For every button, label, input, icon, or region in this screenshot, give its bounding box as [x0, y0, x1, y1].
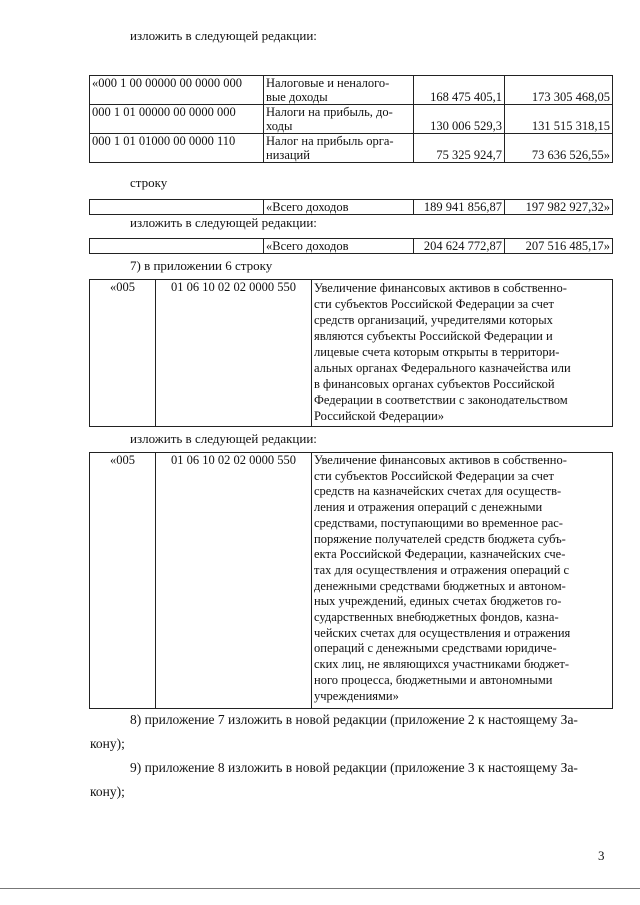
- value-cell: 197 982 927,32»: [505, 200, 613, 215]
- name-cell: Налоги на прибыль, до- ходы: [264, 105, 414, 134]
- value-cell: 189 941 856,87: [414, 200, 505, 215]
- table-row: [90, 134, 613, 163]
- table-row: [90, 105, 613, 134]
- instruction-line: изложить в следующей редакции:: [130, 215, 317, 230]
- code-cell: 000 1 01 01000 00 0000 110: [90, 134, 264, 163]
- table-row: [90, 280, 613, 427]
- code-cell: «000 1 00 00000 00 0000 000: [90, 76, 264, 105]
- income-table: [89, 75, 613, 163]
- source-code-cell: 01 06 10 02 02 0000 550: [156, 280, 312, 427]
- source-name-cell: Увеличение финансовых активов в собственно- сти субъектов Российской Федерации за счет средств на казначейских счетах для осуществ- ления и отражения операций с денежными средствами, поступающими во временное рас- поряжение получателей средств бюджета субъ- екта Российской Федерации, казначейских сче- тах для осуществления и отражения операций с денежными средствами бюджетных и автоном- ных учреждений, единых счетах бюджетов го- сударственных внебюджетных фондов, казна- чейских счетах для осуществления и отражения операций с денежными средствами юридиче- ских лиц, не являющихся участниками бюджет- ного процесса, бюджетными и автономными учреждениями»: [312, 453, 613, 709]
- empty-cell: [90, 239, 264, 254]
- value-cell: 73 636 526,55»: [505, 134, 613, 163]
- value-cell: 204 624 772,87: [414, 239, 505, 254]
- name-cell: «Всего доходов: [264, 239, 414, 254]
- sources-new-table: [89, 452, 613, 709]
- instruction-line: изложить в следующей редакции:: [130, 431, 317, 446]
- name-cell: Налоговые и неналого- вые доходы: [264, 76, 414, 105]
- footer-divider: [0, 888, 640, 889]
- value-cell: 207 516 485,17»: [505, 239, 613, 254]
- code-cell: 000 1 01 00000 00 0000 000: [90, 105, 264, 134]
- table-row: [90, 76, 613, 105]
- table-row: [90, 239, 613, 254]
- source-code-cell: 01 06 10 02 02 0000 550: [156, 453, 312, 709]
- name-cell: Налог на прибыль орга- низаций: [264, 134, 414, 163]
- paragraph-item-9: 9) приложение 8 изложить в новой редакции (приложение 3 к настоящему За- кону);: [90, 760, 578, 799]
- sources-old-table: [89, 279, 613, 427]
- total-new-table: [89, 238, 613, 254]
- paragraph-item-8: 8) приложение 7 изложить в новой редакции (приложение 2 к настоящему За- кону);: [90, 712, 578, 751]
- value-cell: 168 475 405,1: [414, 76, 505, 105]
- instruction-line: изложить в следующей редакции:: [130, 28, 317, 43]
- value-cell: 131 515 318,15: [505, 105, 613, 134]
- admin-code-cell: «005: [90, 280, 156, 427]
- admin-code-cell: «005: [90, 453, 156, 709]
- source-name-cell: Увеличение финансовых активов в собственно- сти субъектов Российской Федерации за счет средств организаций, учредителями которых являются субъекты Российской Федерации и лицевые счета которым открыты в территори- альных органах Федерального казначейства или в финансовых органах субъектов Российской Федерации в соответствии с законодательством Российской Федерации»: [312, 280, 613, 427]
- page-number: 3: [598, 848, 605, 863]
- value-cell: 130 006 529,3: [414, 105, 505, 134]
- total-old-table: [89, 199, 613, 215]
- empty-cell: [90, 200, 264, 215]
- instruction-line: строку: [130, 175, 168, 190]
- name-cell: «Всего доходов: [264, 200, 414, 215]
- value-cell: 173 305 468,05: [505, 76, 613, 105]
- table-row: [90, 453, 613, 709]
- value-cell: 75 325 924,7: [414, 134, 505, 163]
- instruction-line: 7) в приложении 6 строку: [130, 258, 273, 273]
- table-row: [90, 200, 613, 215]
